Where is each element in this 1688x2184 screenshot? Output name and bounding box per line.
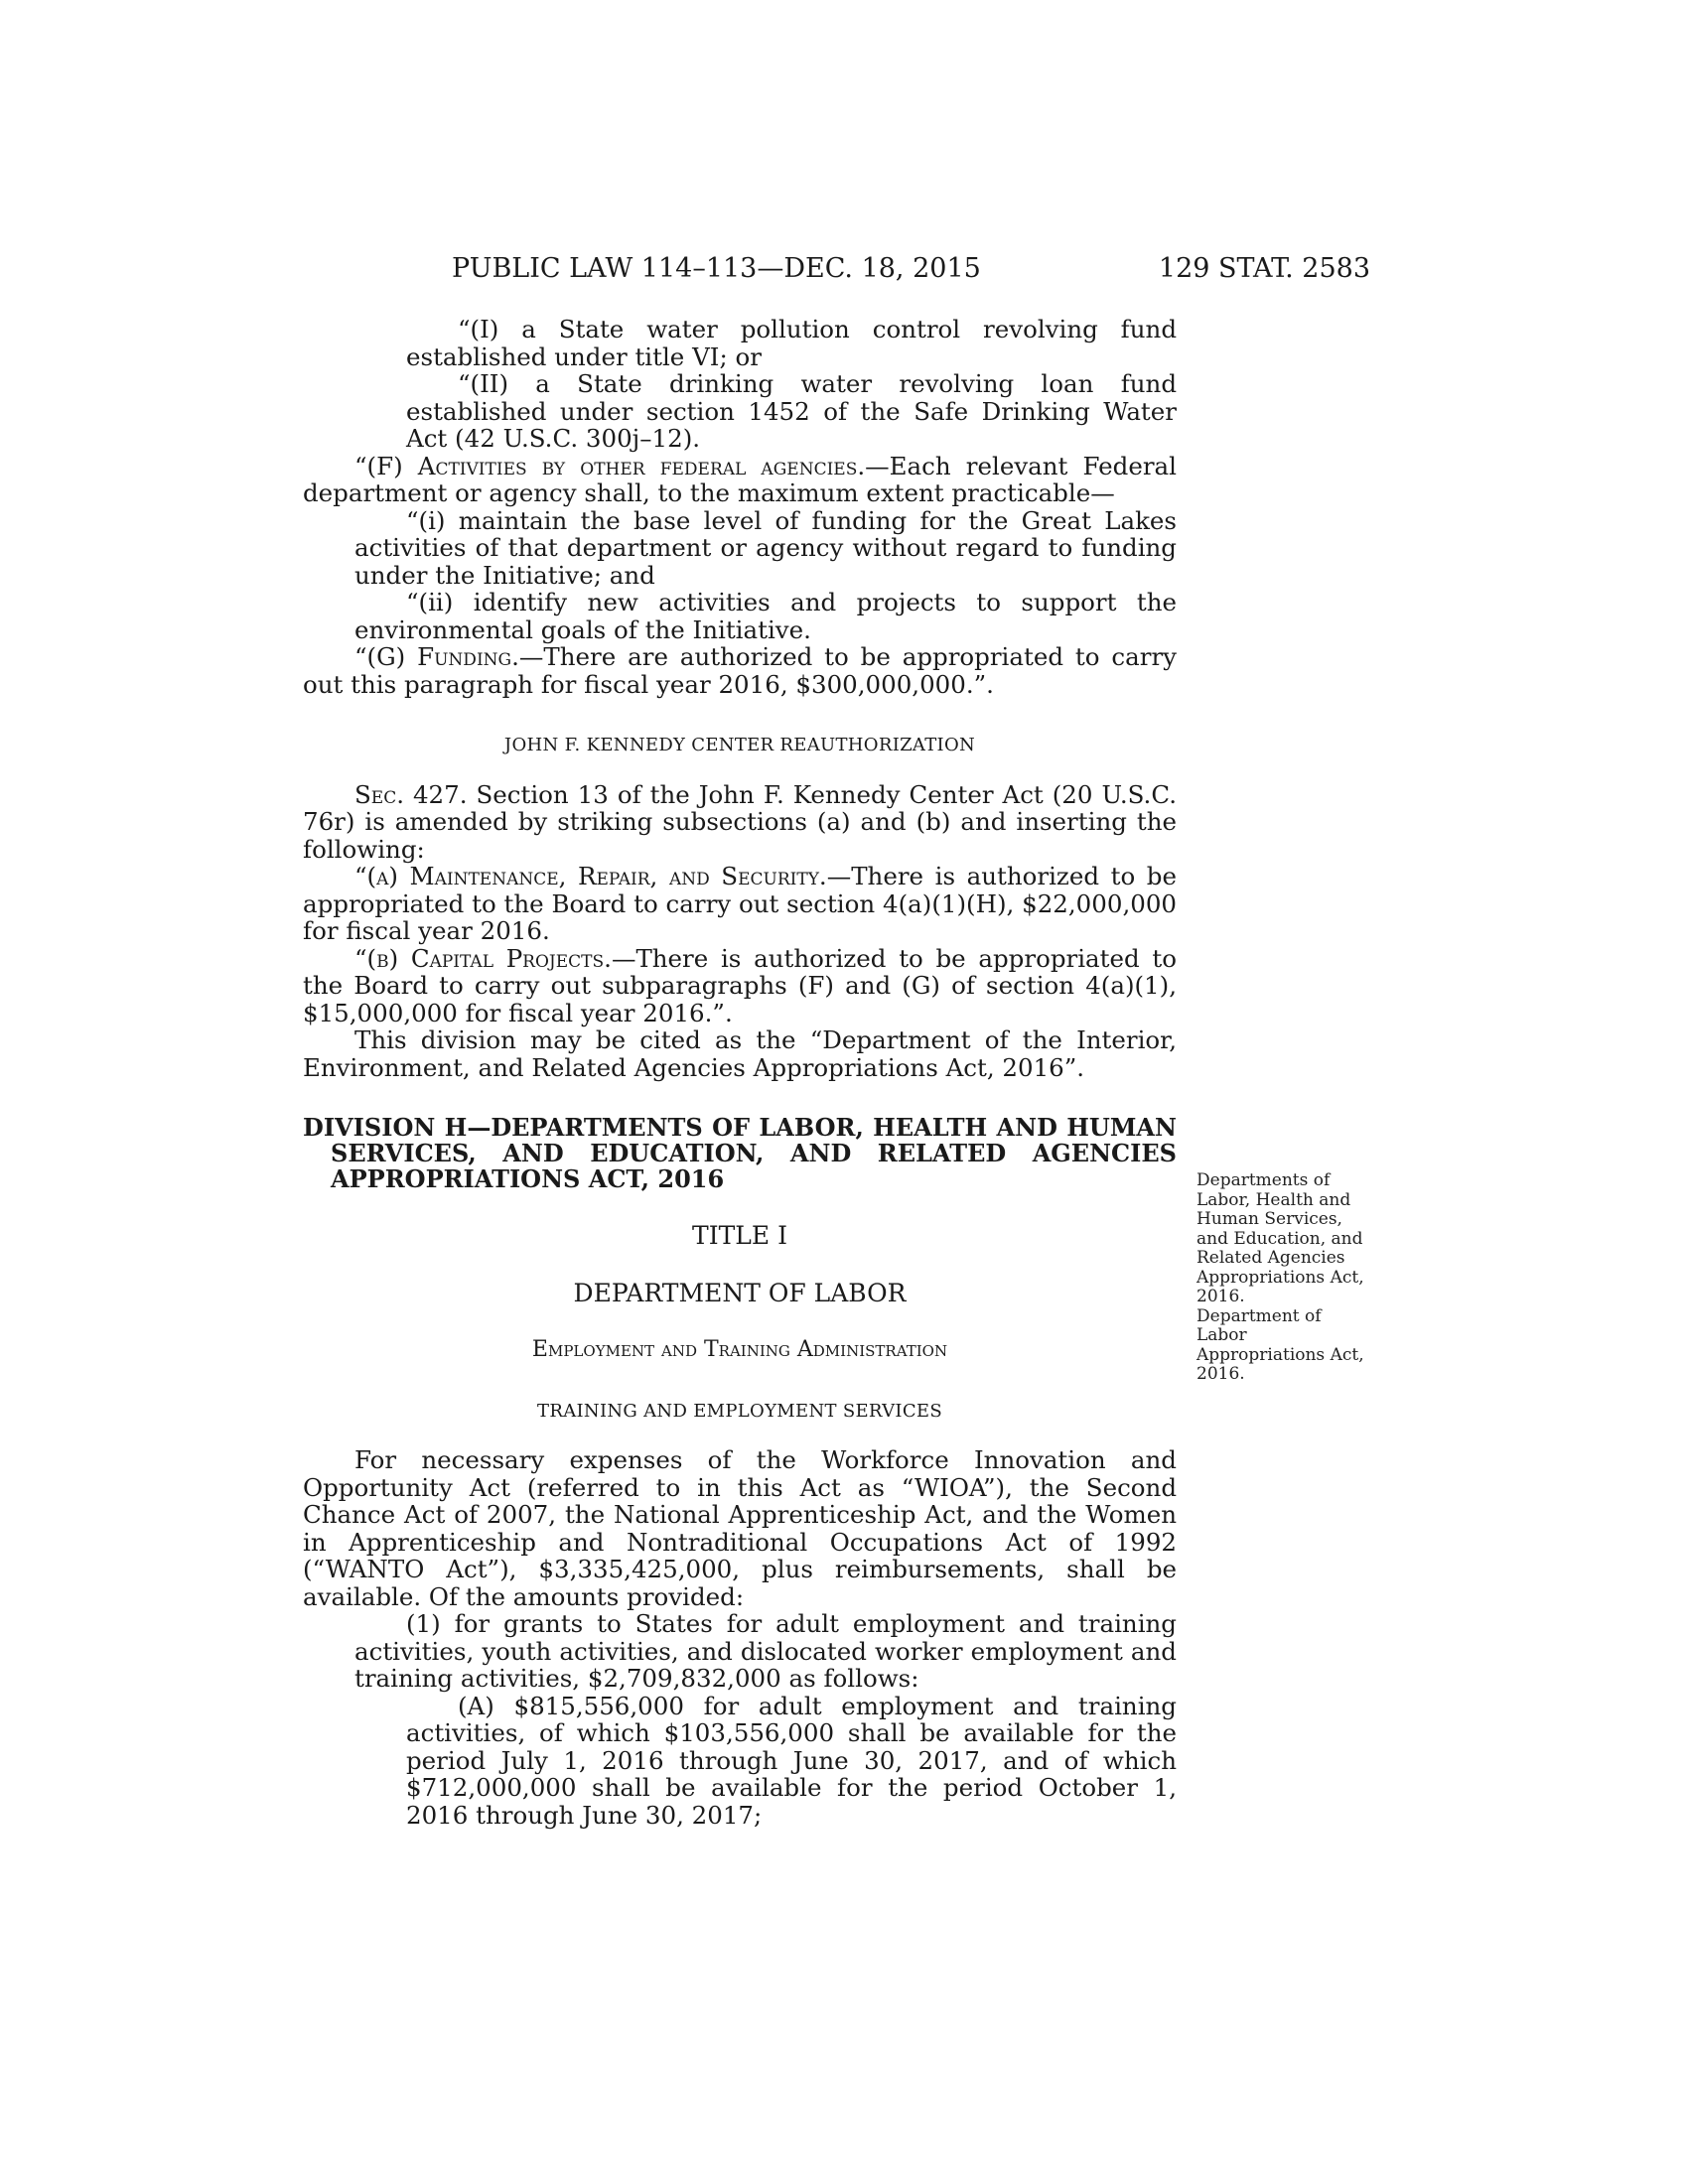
margin-note-division: Departments of Labor, Health and Human Services, and Education, and Related Agencies Appropriations Act, 2016. xyxy=(1196,1170,1364,1306)
section-427-text: Section 13 of the John F. Kennedy Center Act (20 U.S.C. 76r) is amended by striking subsections (a) and (b) and inserting the following: xyxy=(303,779,1177,864)
subsection-a-heading: “(a) Maintenance, Repair, and Security. xyxy=(354,862,827,890)
clause-ii: “(ii) identify new activities and projects to support the environmental goals of the Initiative. xyxy=(354,588,1177,644)
kennedy-center-heading: JOHN F. KENNEDY CENTER REAUTHORIZATION xyxy=(503,735,976,755)
document-body xyxy=(303,316,1177,1829)
clause-i: “(i) maintain the base level of funding for the Great Lakes activities of that department or agency without regard to funding under the Initiative; and xyxy=(354,505,1177,590)
subsection-a xyxy=(303,863,1177,945)
subsection-b-heading: “(b) Capital Projects. xyxy=(354,943,612,973)
subpara-G-heading: “(G) Funding. xyxy=(354,642,519,671)
section-427-label: Sec. 427. xyxy=(354,779,468,809)
division-citation: This division may be cited as the “Department of the Interior, Environment, and Related Agencies Appropriations Act, 2016”. xyxy=(303,1025,1177,1082)
item-1: (1) for grants to States for adult employment and training activities, youth activities, and dislocated worker employment and training activities, $2,709,832,000 as follows: xyxy=(354,1609,1177,1693)
subpara-G-text: —There are authorized to be appropriated to carry out this paragraph for fiscal year 2016, $300,000,000.”. xyxy=(303,642,1177,699)
account-heading: TRAINING AND EMPLOYMENT SERVICES xyxy=(537,1400,942,1422)
stat-citation: 129 STAT. 2583 xyxy=(1158,253,1370,284)
subsection-a-text: —There is authorized to be appropriated to the Board to carry out section 4(a)(1)(H), $22,000,000 for fiscal year 2016. xyxy=(303,862,1177,945)
subpara-G xyxy=(303,643,1177,698)
subpara-F-heading: “(F) Activities by other federal agencies. xyxy=(354,451,866,480)
law-citation: PUBLIC LAW 114–113—DEC. 18, 2015 xyxy=(452,253,981,284)
subsection-b xyxy=(303,945,1177,1027)
clause-I: “(I) a State water pollution control revolving fund established under title VI; or xyxy=(406,315,1177,371)
agency-heading: Employment and Training Administration xyxy=(531,1337,948,1362)
item-A: (A) $815,556,000 for adult employment and training activities, of which $103,556,000 shall be available for the period July 1, 2016 through June 30, 2017, and of which $712,000,000 shall be available for the period October 1, 2016 through June 30, 2017; xyxy=(406,1691,1177,1830)
department-heading: DEPARTMENT OF LABOR xyxy=(573,1278,907,1307)
margin-note xyxy=(1196,1171,1375,1385)
section-427 xyxy=(303,781,1177,864)
subpara-F xyxy=(303,453,1177,507)
division-h-heading: DIVISION H—DEPARTMENTS OF LABOR, HEALTH AND HUMAN SERVICES, AND EDUCATION, AND RELATED AGENCIES APPROPRIATIONS ACT, 2016 xyxy=(303,1113,1177,1193)
page-header xyxy=(452,253,1370,293)
expenses-paragraph: For necessary expenses of the Workforce Innovation and Opportunity Act (referred to in this Act as “WIOA”), the Second Chance Act of 2007, the National Apprenticeship Act, and the Women in Apprenticeship and Nontraditional Occupations Act of 1992 (“WANTO Act”), $3,335,425,000, plus reimbursements, shall be available. Of the amounts provided: xyxy=(303,1445,1177,1611)
subsection-b-text: —There is authorized to be appropriated to the Board to carry out subparagraphs (F) and (G) of section 4(a)(1), $15,000,000 for fiscal year 2016.”. xyxy=(303,943,1177,1027)
title-heading: TITLE I xyxy=(692,1221,787,1250)
clause-II: “(II) a State drinking water revolving loan fund established under section 1452 of the Safe Drinking Water Act (42 U.S.C. 300j–12). xyxy=(406,369,1177,453)
margin-note-title: Department of Labor Appropriations Act, 2016. xyxy=(1196,1305,1364,1384)
subpara-F-text: —Each relevant Federal department or agency shall, to the maximum extent practicable— xyxy=(303,451,1178,507)
